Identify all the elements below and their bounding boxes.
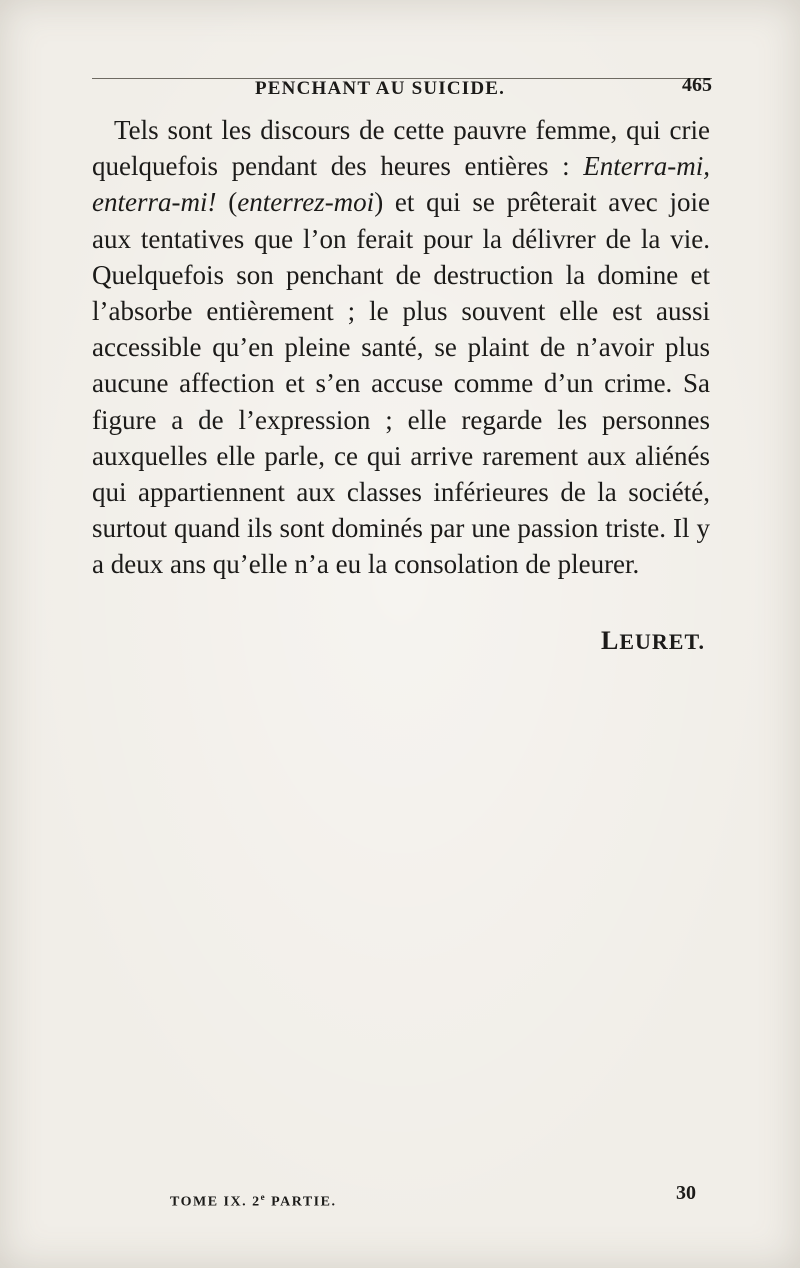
signature-rest: EURET. [619, 629, 705, 654]
body-italic-1: Enterra-mi, enterra-mi! [92, 151, 710, 218]
body-text-part-1: Tels sont les discours de cette pauvre femme, qui crie quelquefois pendant des heures entières : [92, 115, 710, 182]
volume-line [170, 1192, 336, 1211]
signature-initial: L [600, 626, 620, 655]
body-italic-2: enterrez-moi [237, 187, 375, 218]
volume-text: TOME IX. 2 [170, 1194, 261, 1210]
volume-part: PARTIE. [266, 1194, 337, 1210]
page-number: 465 [682, 74, 712, 96]
signature-mark: 30 [676, 1182, 696, 1204]
body-text-part-2: ( [216, 187, 238, 218]
author-signature [601, 626, 705, 656]
body-paragraph [92, 112, 710, 583]
volume-superscript: e [260, 1192, 267, 1202]
body-text-part-3: ) et qui se prêterait avec joie aux tentatives que l’on ferait pour la délivrer de la vie. Quelquefois son penchant de destruction la domine et l’absorbe entièrement ; le plus souvent elle est aussi accessible qu’en pleine santé, se plaint de n’avoir plus aucune affection et s’en accuse comme d’un crime. Sa figure a de l’expression ; elle regarde les personnes auxquelles elle parle, ce qui arrive rarement aux aliénés qui appartiennent aux classes inférieures de la société, surtout quand ils sont dominés par une passion triste. Il y a deux ans qu’elle n’a eu la consolation de pleurer. [92, 187, 710, 580]
running-head: PENCHANT AU SUICIDE. [255, 78, 506, 99]
